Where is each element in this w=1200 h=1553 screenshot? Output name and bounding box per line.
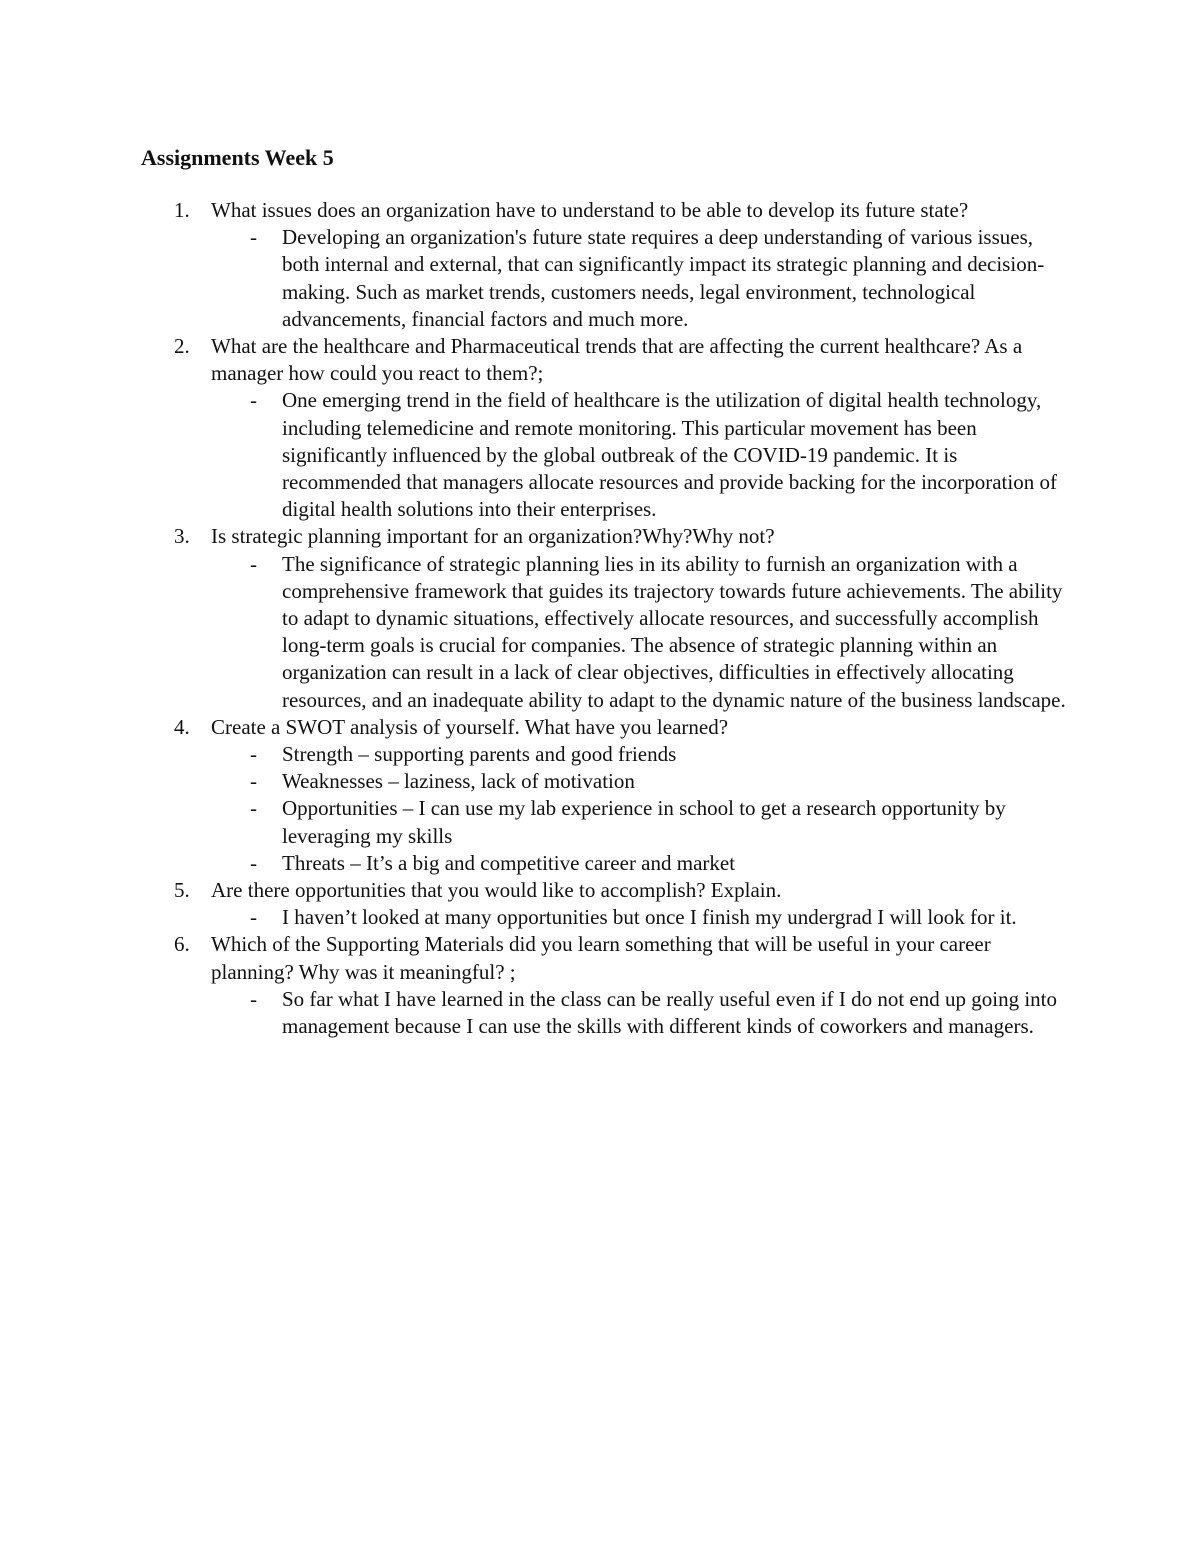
- question-text: What issues does an organization have to understand to be able to develop its future state?: [211, 198, 969, 222]
- question-text: Are there opportunities that you would like to accomplish? Explain.: [211, 878, 782, 903]
- answer-list: [0, 904, 1200, 931]
- bullet-dash: -: [250, 388, 257, 413]
- question-item-5: [0, 877, 1200, 904]
- answer-item: [0, 986, 1200, 1040]
- question-item-1: [0, 197, 1200, 224]
- question-item-4: [0, 714, 1200, 741]
- question-number: 1.: [174, 198, 190, 222]
- question-text: Is strategic planning important for an organization?Why?Why not?: [211, 524, 775, 549]
- question-text: Which of the Supporting Materials did you learn something that will be useful in your career planning? Why was it meaningful? ;: [211, 932, 991, 984]
- answer-text: Opportunities – I can use my lab experience in school to get a research opportunity by leveraging my skills: [282, 796, 1006, 848]
- answer-list: [0, 387, 1200, 523]
- answer-item: [0, 387, 1200, 523]
- answer-text: Strength – supporting parents and good friends: [282, 742, 677, 767]
- bullet-dash: -: [250, 905, 257, 930]
- question-text: Create a SWOT analysis of yourself. What have you learned?: [211, 714, 729, 739]
- answer-text: So far what I have learned in the class can be really useful even if I do not end up going into management because I can use the skills with different kinds of coworkers and managers.: [282, 986, 1058, 1039]
- answer-item: [0, 904, 1200, 931]
- question-number: 3.: [174, 524, 190, 549]
- answer-text: The significance of strategic planning lies in its ability to furnish an organization with a comprehensive framework that guides its trajectory towards future achievements. The ability to adapt to dynamic situations, effectively allocate resources, and successfully accomplish long-term goals is crucial for companies. The absence of strategic planning within an organization can result in a lack of clear objectives, difficulties in effectively allocating resources, and an inadequate ability to adapt to the dynamic nature of the business landscape.: [282, 551, 1066, 712]
- answer-item-weaknesses: [0, 768, 1200, 795]
- document-title: Assignments Week 5: [141, 145, 334, 170]
- bullet-dash: -: [250, 742, 257, 767]
- bullet-dash: -: [250, 850, 257, 875]
- answer-item-opportunities: [0, 795, 1200, 849]
- question-number: 5.: [174, 878, 190, 903]
- answer-item-strength: [0, 741, 1200, 768]
- answer-text: One emerging trend in the field of healthcare is the utilization of digital health technology, including telemedicine and remote monitoring. This particular movement has been significantly influenced by the global outbreak of the COVID-19 pandemic. It is recommended that managers allocate resources and provide backing for the incorporation of digital health solutions into their enterprises.: [282, 388, 1057, 522]
- question-text: What are the healthcare and Pharmaceutical trends that are affecting the current healthcare? As a manager how could you react to them?;: [211, 334, 1023, 386]
- answer-item: [0, 224, 1200, 333]
- answer-text: Threats – It’s a big and competitive career and market: [282, 850, 736, 875]
- answer-list: [0, 986, 1200, 1040]
- question-number: 4.: [174, 714, 190, 739]
- answer-list: [0, 551, 1200, 714]
- question-number: 6.: [174, 932, 190, 957]
- question-item-6: [0, 931, 1200, 985]
- bullet-dash: -: [250, 796, 257, 821]
- bullet-dash: -: [250, 986, 257, 1011]
- bullet-dash: -: [250, 769, 257, 794]
- answer-text: Weaknesses – laziness, lack of motivation: [282, 769, 635, 794]
- bullet-dash: -: [250, 225, 257, 250]
- question-item-3: [0, 523, 1200, 550]
- question-list: [0, 197, 1200, 1040]
- answer-text: Developing an organization's future state requires a deep understanding of various issues, both internal and external, that can significantly impact its strategic planning and decision-making. Such as market trends, customers needs, legal environment, technological advancements, financial factors and much more.: [282, 225, 1045, 331]
- answer-item: [0, 551, 1200, 714]
- question-item-2: [0, 333, 1200, 387]
- bullet-dash: -: [250, 551, 257, 576]
- answer-item-threats: [0, 850, 1200, 877]
- answer-list: [0, 741, 1200, 877]
- question-number: 2.: [174, 334, 190, 359]
- answer-text: I haven’t looked at many opportunities but once I finish my undergrad I will look for it.: [282, 905, 1017, 930]
- answer-list: [0, 224, 1200, 333]
